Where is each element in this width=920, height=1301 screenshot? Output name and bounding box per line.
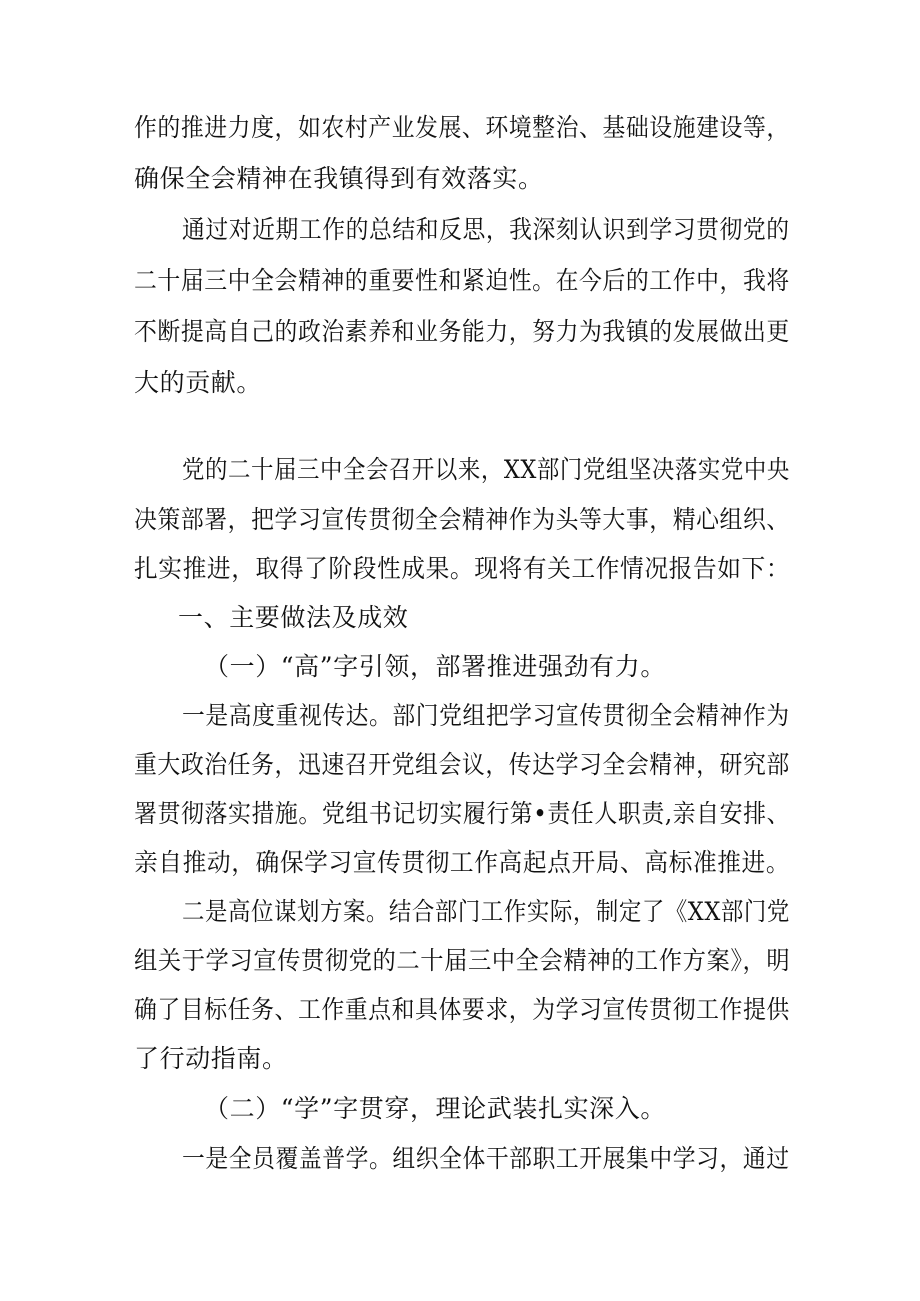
paragraph-line: 确保全会精神在我镇得到有效落实。	[134, 164, 544, 193]
subsection-heading: （一）“高”字引领，部署推进强劲有力。	[204, 652, 666, 681]
paragraph-line: 组关于学习宣传贯彻党的二十届三中全会精神的工作方案》，明	[134, 946, 791, 975]
paragraph-line: 确了目标任务、工作重点和具体要求，为学习宣传贯彻工作提供	[134, 995, 790, 1024]
paragraph-line: 重大政治任务，迅速召开党组会议，传达学习全会精神，研究部	[134, 750, 790, 779]
paragraph-line: 不断提高自己的政治素养和业务能力，努力为我镇的发展做出更	[134, 317, 790, 346]
paragraph-line: 决策部署，把学习宣传贯彻全会精神作为头等大事，精心组织、	[134, 505, 790, 534]
paragraph-line: 作的推进力度，如农村产业发展、环境整治、基础设施建设等，	[134, 113, 790, 142]
paragraph-line: 一是全员覆盖普学。组织全体干部职工开展集中学习，通过	[182, 1144, 790, 1173]
paragraph-line: 大的贡献。	[134, 368, 263, 397]
section-heading: 一、主要做法及成效	[178, 603, 409, 632]
paragraph-line: 一是高度重视传达。部门党组把学习宣传贯彻全会精神作为	[182, 701, 790, 730]
paragraph-line: 通过对近期工作的总结和反思，我深刻认识到学习贯彻党的	[182, 215, 790, 244]
paragraph-line: 党的二十届三中全会召开以来，XX部门党组坚决落实党中央	[182, 455, 790, 484]
paragraph-line: 二十届三中全会精神的重要性和紧迫性。在今后的工作中，我将	[134, 266, 790, 295]
paragraph-line: 了行动指南。	[134, 1044, 288, 1073]
paragraph-line: 扎实推进，取得了阶段性成果。现将有关工作情况报告如下：	[134, 554, 791, 583]
paragraph-line: 署贯彻落实措施。党组书记切实履行第•责任人职责,亲自安排、	[134, 799, 791, 828]
subsection-heading: （二）“学”字贯穿，理论武装扎实深入。	[204, 1094, 666, 1123]
paragraph-line: 亲自推动，确保学习宣传贯彻工作高起点开局、高标准推进。	[134, 848, 791, 877]
paragraph-line: 二是高位谋划方案。结合部门工作实际，制定了《XX部门党	[182, 897, 790, 926]
